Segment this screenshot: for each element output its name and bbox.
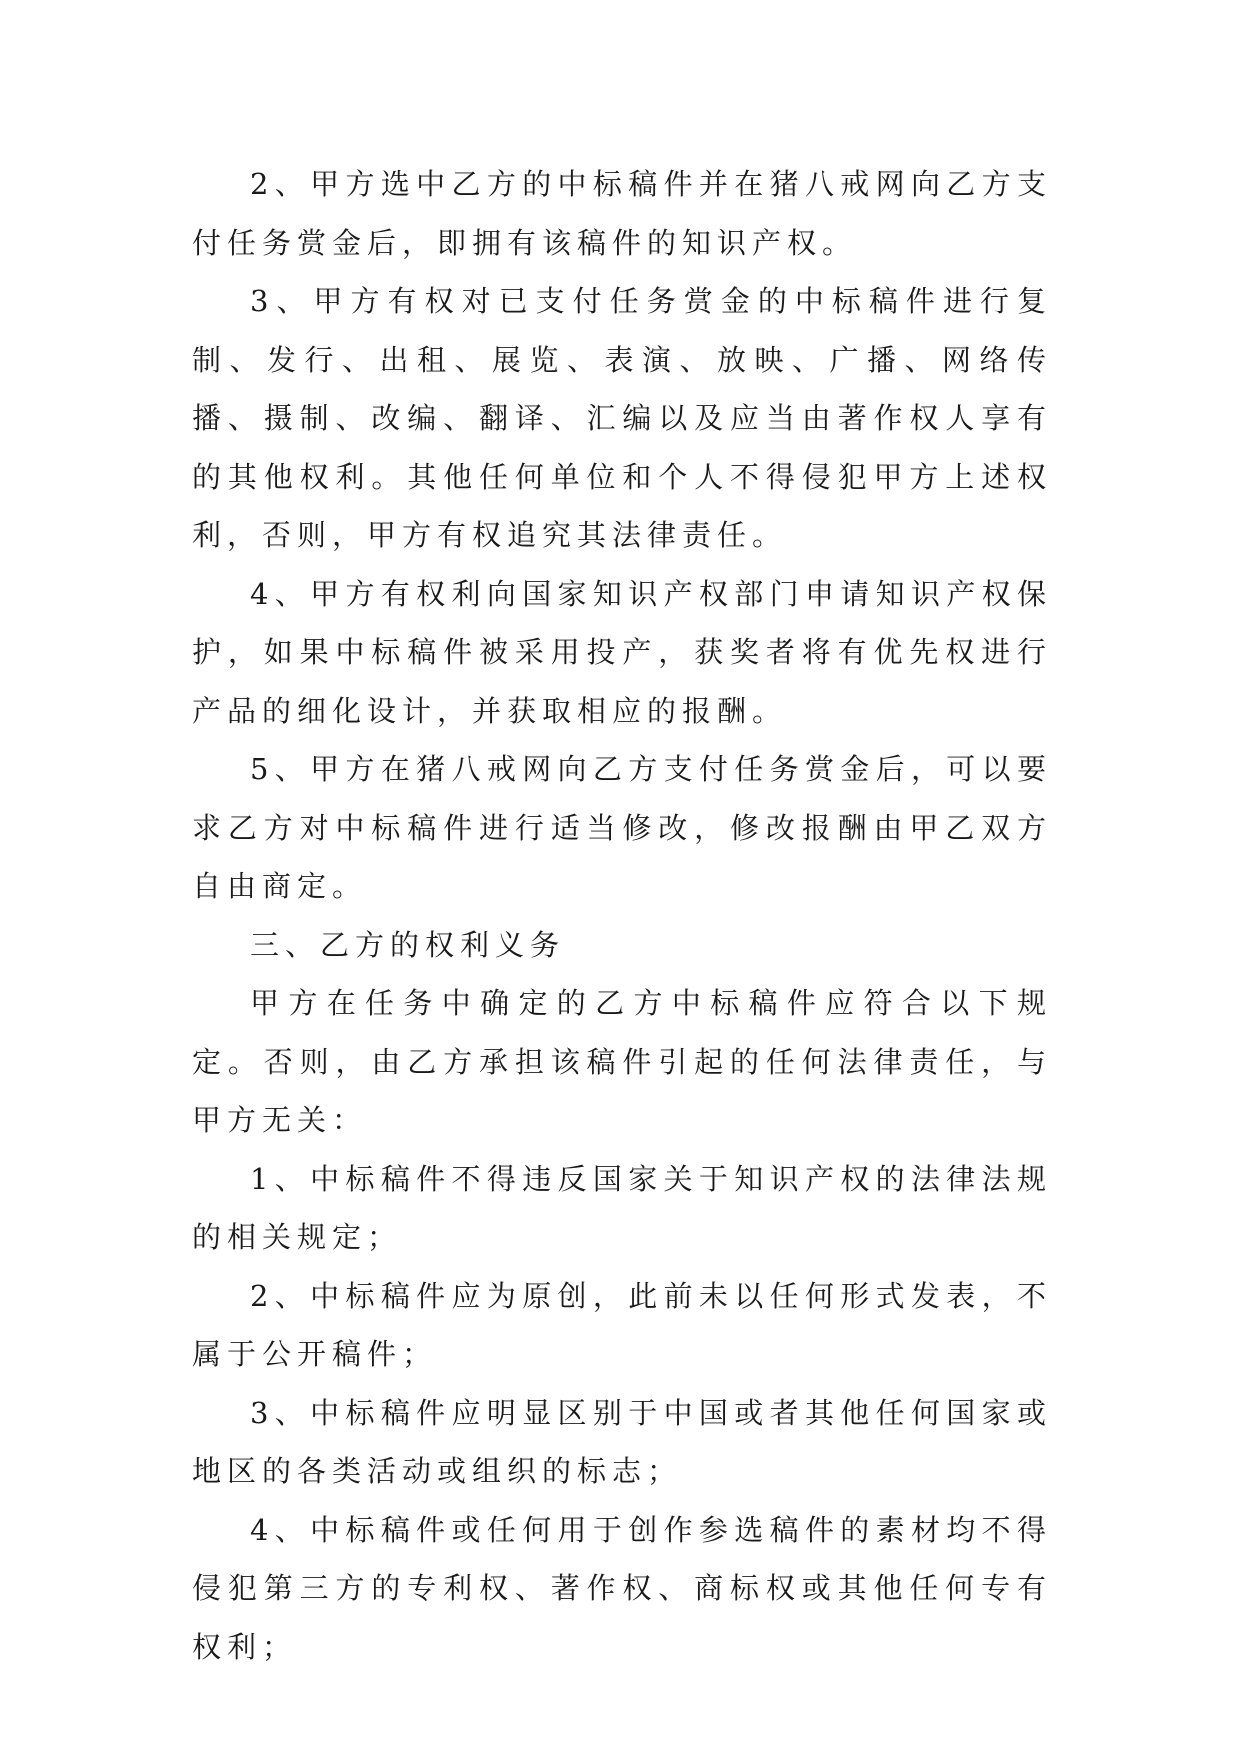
clause-paragraph: 4、甲方有权利向国家知识产权部门申请知识产权保护，如果中标稿件被采用投产，获奖者将有优先权进行产品的细化设计，并获取相应的报酬。: [192, 576, 1052, 728]
document-body: [192, 155, 1052, 1676]
clause-paragraph: 1、中标稿件不得违反国家关于知识产权的法律法规的相关规定；: [192, 1161, 1052, 1254]
clause-paragraph: 5、甲方在猪八戒网向乙方支付任务赏金后，可以要求乙方对中标稿件进行适当修改，修改报酬由甲乙双方自由商定。: [192, 752, 1052, 903]
section-heading: 三、乙方的权利义务: [250, 927, 566, 962]
clause-paragraph: 2、中标稿件应为原创，此前未以任何形式发表，不属于公开稿件；: [192, 1278, 1052, 1371]
clause-paragraph: 3、甲方有权对已支付任务赏金的中标稿件进行复制、发行、出租、展览、表演、放映、广播、网络传播、摄制、改编、翻译、汇编以及应当由著作权人享有的其他权利。其他任何单位和个人不得侵犯甲方上述权利，否则，甲方有权追究其法律责任。: [192, 284, 1052, 552]
clause-paragraph: 2、甲方选中乙方的中标稿件并在猪八戒网向乙方支付任务赏金后，即拥有该稿件的知识产权。: [192, 167, 1052, 260]
clause-paragraph: 3、中标稿件应明显区别于中国或者其他任何国家或地区的各类活动或组织的标志；: [192, 1395, 1052, 1488]
clause-paragraph: 4、中标稿件或任何用于创作参选稿件的素材均不得侵犯第三方的专利权、著作权、商标权或其他任何专有权利；: [192, 1512, 1052, 1664]
section-intro-paragraph: 甲方在任务中确定的乙方中标稿件应符合以下规定。否则，由乙方承担该稿件引起的任何法律责任，与甲方无关：: [192, 986, 1052, 1137]
